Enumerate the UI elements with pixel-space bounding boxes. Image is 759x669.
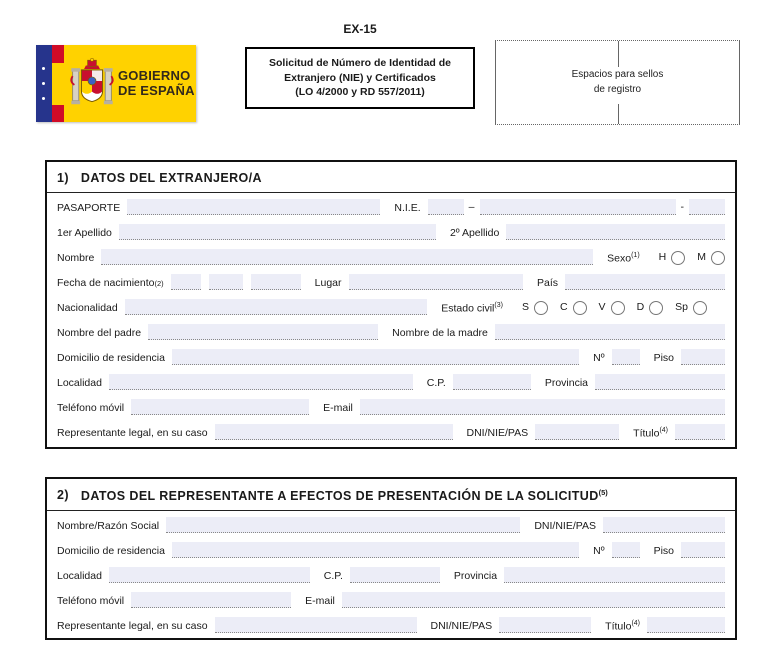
pasaporte-label: PASAPORTE xyxy=(57,202,121,214)
cp-label-2: C.P. xyxy=(323,570,343,583)
numero-field[interactable] xyxy=(612,349,640,365)
domicilio-field-2[interactable] xyxy=(172,542,579,558)
dni-nie-pas-label-2: DNI/NIE/PAS xyxy=(534,520,596,533)
apellido2-label: 2º Apellido xyxy=(449,227,500,239)
sexo-m-label: M xyxy=(697,251,706,263)
apellido1-field[interactable] xyxy=(119,224,436,240)
row-nombre-sexo xyxy=(57,244,725,269)
apellido2-field[interactable] xyxy=(506,224,725,240)
logo-line1: GOBIERNO xyxy=(118,68,191,84)
section2-heading xyxy=(47,479,735,511)
stamp-divider-top xyxy=(618,41,619,67)
footnote-ref-6: (4) xyxy=(631,619,640,627)
localidad-field-2[interactable] xyxy=(109,567,310,583)
estado-c-radio[interactable] xyxy=(573,301,587,315)
pasaporte-field[interactable] xyxy=(127,199,380,215)
domicilio-label: Domicilio de residencia xyxy=(57,352,165,364)
nacionalidad-label: Nacionalidad xyxy=(57,302,118,314)
cp-field-2[interactable] xyxy=(350,567,440,583)
form-title-line1: Solicitud de Número de Identidad de xyxy=(268,56,452,69)
sexo-h-radio[interactable] xyxy=(671,251,685,265)
estado-civil-label: Estado civil$^{(3)}$ xyxy=(441,301,503,314)
dni-nie-pas-label: DNI/NIE/PAS xyxy=(466,427,529,439)
row2-razon-social xyxy=(57,512,725,537)
section1-number: 1) xyxy=(57,171,69,185)
row-domicilio xyxy=(57,344,725,369)
dni-nie-pas-field-3[interactable] xyxy=(499,617,591,633)
footnote-ref-3: (3) xyxy=(494,301,503,309)
coat-of-arms-icon xyxy=(70,55,114,113)
section1-title: DATOS DEL EXTRANJERO/A xyxy=(80,171,262,185)
fecha-nacimiento-label: Fecha de nacimiento(2) xyxy=(57,277,164,289)
row-contacto xyxy=(57,394,725,419)
estado-c-label: C xyxy=(559,301,568,313)
telefono-field[interactable] xyxy=(131,399,309,415)
razon-social-label: Nombre/Razón Social xyxy=(57,520,160,533)
estado-s-radio[interactable] xyxy=(534,301,548,315)
nie-field-3[interactable] xyxy=(689,199,725,215)
estado-option-s xyxy=(522,301,548,315)
stamp-label-line1: Espacios para sellos xyxy=(571,69,664,80)
form-title-line2: Extranjero (NIE) y Certificados xyxy=(284,71,436,84)
footnote-ref-5: (5) xyxy=(598,488,608,497)
registry-stamp-box xyxy=(495,40,740,125)
row2-domicilio xyxy=(57,537,725,562)
estado-option-c xyxy=(560,301,587,315)
logo-wordmark xyxy=(118,69,195,97)
apellido1-label: 1er Apellido xyxy=(57,227,112,239)
estado-option-d xyxy=(637,301,664,315)
section1-heading xyxy=(47,162,735,193)
nie-label: N.I.E. xyxy=(394,202,421,214)
localidad-label-2: Localidad xyxy=(57,570,102,583)
estado-sp-radio[interactable] xyxy=(693,301,707,315)
form-code: EX-15 xyxy=(343,22,377,36)
nombre-label: Nombre xyxy=(57,252,95,264)
localidad-label: Localidad xyxy=(57,377,102,389)
fecha-anio-field[interactable] xyxy=(251,274,301,290)
stamp-label-line2: de registro xyxy=(593,83,642,95)
titulo-label-2: Título$^{(4)}$ xyxy=(605,619,640,633)
row-representante xyxy=(57,419,725,444)
section-datos-representante xyxy=(45,477,737,640)
eu-stars-stripe xyxy=(36,45,52,122)
sexo-label: Sexo$^{(1)}$ xyxy=(607,251,640,264)
email-label: E-mail xyxy=(323,402,353,414)
row-nacimiento xyxy=(57,269,725,294)
provincia-field-2[interactable] xyxy=(504,567,725,583)
representante-field[interactable] xyxy=(215,424,453,440)
dni-nie-pas-field[interactable] xyxy=(535,424,619,440)
padre-field[interactable] xyxy=(148,324,378,340)
row-pasaporte-nie xyxy=(57,194,725,219)
madre-label: Nombre de la madre xyxy=(392,327,488,339)
representante-field-2[interactable] xyxy=(215,617,417,633)
domicilio-label-2: Domicilio de residencia xyxy=(57,545,165,558)
titulo-field[interactable] xyxy=(675,424,725,440)
lugar-label: Lugar xyxy=(314,277,342,289)
provincia-label-2: Provincia xyxy=(453,570,498,583)
section2-number: 2) xyxy=(57,488,69,502)
footnote-ref-2: (2) xyxy=(154,279,164,288)
nie-field-2[interactable] xyxy=(480,199,676,215)
nie-separator-2: - xyxy=(680,201,684,213)
telefono-field-2[interactable] xyxy=(131,592,291,608)
form-title-box xyxy=(245,47,475,109)
lugar-field[interactable] xyxy=(349,274,523,290)
row-nacionalidad-estado xyxy=(57,294,725,319)
numero-label-2: Nº xyxy=(593,545,605,558)
row2-localidad xyxy=(57,562,725,587)
provincia-label: Provincia xyxy=(544,377,588,389)
fecha-mes-field[interactable] xyxy=(209,274,243,290)
section-datos-extranjero xyxy=(45,160,737,449)
dni-nie-pas-field-2[interactable] xyxy=(603,517,725,533)
piso-label-2: Piso xyxy=(653,545,674,558)
estado-sp-label: Sp xyxy=(675,301,688,313)
estado-v-label: V xyxy=(598,301,606,313)
email-label-2: E-mail xyxy=(305,595,335,608)
estado-d-radio[interactable] xyxy=(649,301,663,315)
estado-d-label: D xyxy=(636,301,645,313)
nacionalidad-field[interactable] xyxy=(125,299,428,315)
row2-contacto xyxy=(57,587,725,612)
row-padres xyxy=(57,319,725,344)
piso-field[interactable] xyxy=(681,349,725,365)
sexo-option-h xyxy=(659,251,686,265)
estado-option-v xyxy=(599,301,625,315)
titulo-label: Título$^{(4)}$ xyxy=(633,426,668,439)
logo-main-area xyxy=(64,45,196,122)
cp-field[interactable] xyxy=(453,374,531,390)
estado-s-label: S xyxy=(521,301,529,313)
footnote-ref-1: (1) xyxy=(631,251,640,259)
logo-line2: DE ESPAÑA xyxy=(118,82,195,98)
email-field[interactable] xyxy=(360,399,725,415)
row-apellidos xyxy=(57,219,725,244)
spain-flag-stripe xyxy=(52,45,64,122)
telefono-label: Teléfono móvil xyxy=(57,402,125,414)
provincia-field[interactable] xyxy=(595,374,725,390)
stamp-divider-bottom xyxy=(618,104,619,124)
section2-title: DATOS DEL REPRESENTANTE A EFECTOS DE PRESENTACIÓN DE LA SOLICITUD$^{(5)}$ xyxy=(80,488,608,504)
sexo-m-radio[interactable] xyxy=(711,251,725,265)
cp-label: C.P. xyxy=(426,377,446,389)
padre-label: Nombre del padre xyxy=(57,327,142,339)
spain-government-logo xyxy=(36,45,196,122)
estado-option-sp xyxy=(675,301,707,315)
row2-representante xyxy=(57,612,725,637)
footnote-ref-4: (4) xyxy=(659,426,668,434)
email-field-2[interactable] xyxy=(342,592,725,608)
localidad-field[interactable] xyxy=(109,374,413,390)
representante-label-2: Representante legal, en su caso xyxy=(57,620,208,633)
pais-label: País xyxy=(536,277,558,289)
titulo-field-2[interactable] xyxy=(647,617,725,633)
domicilio-field[interactable] xyxy=(172,349,579,365)
sexo-h-label: H xyxy=(658,251,667,263)
nie-separator-1: – xyxy=(468,201,475,213)
nie-field-1[interactable] xyxy=(428,199,464,215)
piso-field-2[interactable] xyxy=(681,542,725,558)
row-localidad xyxy=(57,369,725,394)
dni-nie-pas-label-3: DNI/NIE/PAS xyxy=(430,620,493,633)
sexo-option-m xyxy=(697,251,725,265)
numero-label: Nº xyxy=(593,352,605,364)
representante-label: Representante legal, en su caso xyxy=(57,427,208,439)
numero-field-2[interactable] xyxy=(612,542,640,558)
estado-v-radio[interactable] xyxy=(611,301,625,315)
fecha-dia-field[interactable] xyxy=(171,274,201,290)
piso-label: Piso xyxy=(653,352,674,364)
nombre-field[interactable] xyxy=(101,249,593,265)
form-title-line3: (LO 4/2000 y RD 557/2011) xyxy=(295,86,425,99)
razon-social-field[interactable] xyxy=(166,517,520,533)
madre-field[interactable] xyxy=(495,324,725,340)
telefono-label-2: Teléfono móvil xyxy=(57,595,125,608)
pais-field[interactable] xyxy=(565,274,725,290)
